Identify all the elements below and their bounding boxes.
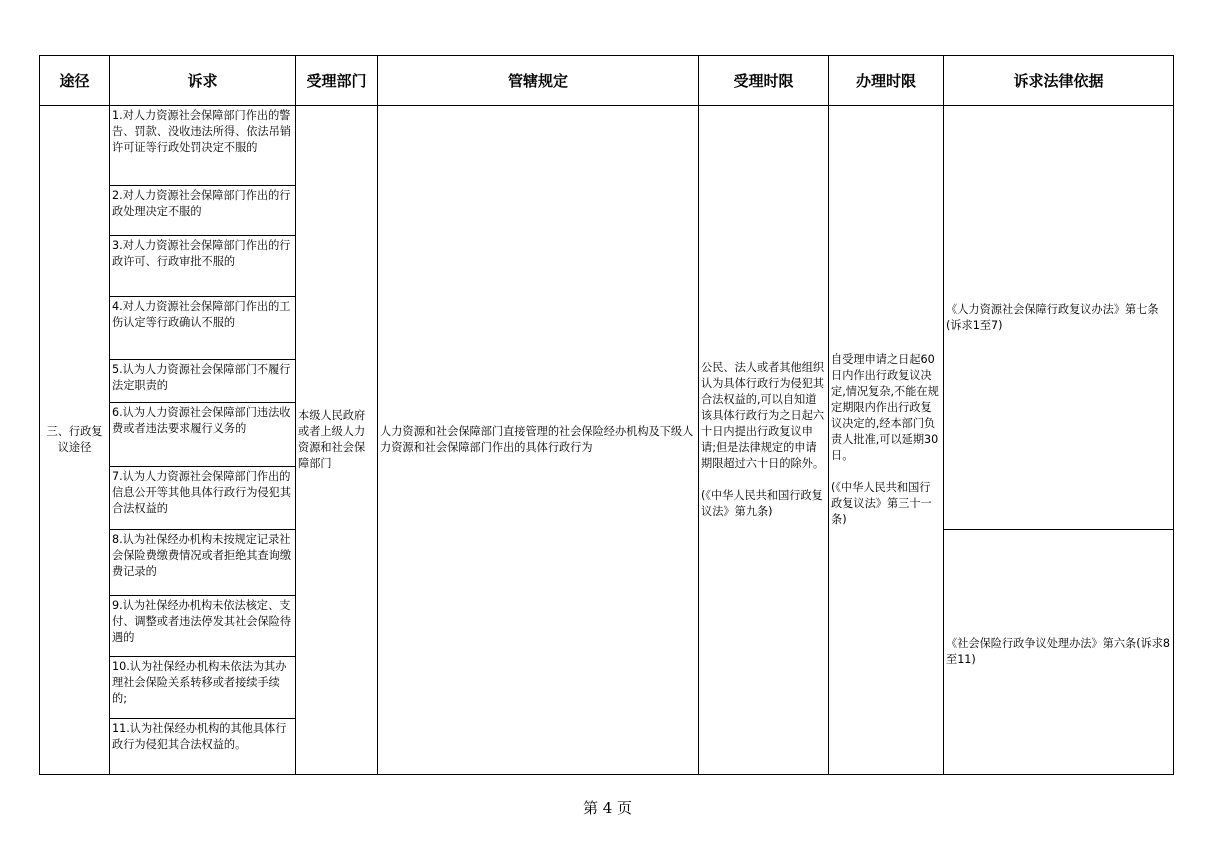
header-handling-limit: 办理时限 xyxy=(829,56,944,106)
page-number: 第 4 页 xyxy=(582,799,633,817)
request-item: 9.认为社保经办机构未依法核定、支付、调整或者违法停发其社会保险待遇的 xyxy=(110,596,296,657)
request-item: 2.对人力资源社会保障部门作出的行政处理决定不服的 xyxy=(110,186,296,236)
handling-text: 自受理申请之日起60日内作出行政复议决定,情况复杂,不能在规定期限内作出行政复议决定的,经本部门负责人批准,可以延期30日。 xyxy=(831,353,939,462)
legal-basis-cell: 《社会保险行政争议处理办法》第六条(诉求8至11) xyxy=(944,530,1174,775)
request-item: 4.对人力资源社会保障部门作出的工伤认定等行政确认不服的 xyxy=(110,297,296,360)
handling-citation: (《中华人民共和国行政复议法》第三十一条) xyxy=(831,481,932,526)
acceptance-limit-cell xyxy=(699,106,829,775)
header-row xyxy=(40,56,1174,106)
header-legal-basis: 诉求法律依据 xyxy=(944,56,1174,106)
header-jurisdiction: 管辖规定 xyxy=(378,56,699,106)
jurisdiction-cell: 人力资源和社会保障部门直接管理的社会保险经办机构及下级人力资源和社会保障部门作出的具体行政行为 xyxy=(378,106,699,775)
header-request: 诉求 xyxy=(110,56,296,106)
acceptance-text: 公民、法人或者其他组织认为具体行政行为侵犯其合法权益的,可以自知道该具体行政行为之日起六十日内提出行政复议申请;但是法律规定的申请期限超过六十日的除外。 xyxy=(701,361,825,470)
request-item: 1.对人力资源社会保障部门作出的警告、罚款、没收违法所得、依法吊销许可证等行政处罚决定不服的 xyxy=(110,106,296,186)
department-cell: 本级人民政府或者上级人力资源和社会保障部门 xyxy=(296,106,378,775)
legal-basis-text: 《人力资源社会保障行政复议办法》第七条 xyxy=(946,302,1159,316)
header-department: 受理部门 xyxy=(296,56,378,106)
legal-basis-cell xyxy=(944,106,1174,530)
acceptance-citation: (《中华人民共和国行政复议法》第九条) xyxy=(701,489,823,518)
request-item: 8.认为社保经办机构未按规定记录社会保险费缴费情况或者拒绝其查询缴费记录的 xyxy=(110,530,296,596)
request-item: 6.认为人力资源社会保障部门违法收费或者违法要求履行义务的 xyxy=(110,403,296,467)
legal-basis-note: (诉求1至7) xyxy=(946,318,1003,332)
route-cell: 三、行政复议途径 xyxy=(40,106,110,775)
request-item: 3.对人力资源社会保障部门作出的行政许可、行政审批不服的 xyxy=(110,236,296,297)
handling-limit-cell xyxy=(829,106,944,775)
document-table xyxy=(39,55,1174,775)
header-acceptance-limit: 受理时限 xyxy=(699,56,829,106)
table-row xyxy=(40,106,1174,186)
request-item: 11.认为社保经办机构的其他具体行政行为侵犯其合法权益的。 xyxy=(110,719,296,775)
request-item: 7.认为人力资源社会保障部门作出的信息公开等其他具体行政行为侵犯其合法权益的 xyxy=(110,467,296,530)
header-route: 途径 xyxy=(40,56,110,106)
request-item: 10.认为社保经办机构未依法为其办理社会保险关系转移或者接续手续的; xyxy=(110,657,296,719)
request-item: 5.认为人力资源社会保障部门不履行法定职责的 xyxy=(110,360,296,403)
